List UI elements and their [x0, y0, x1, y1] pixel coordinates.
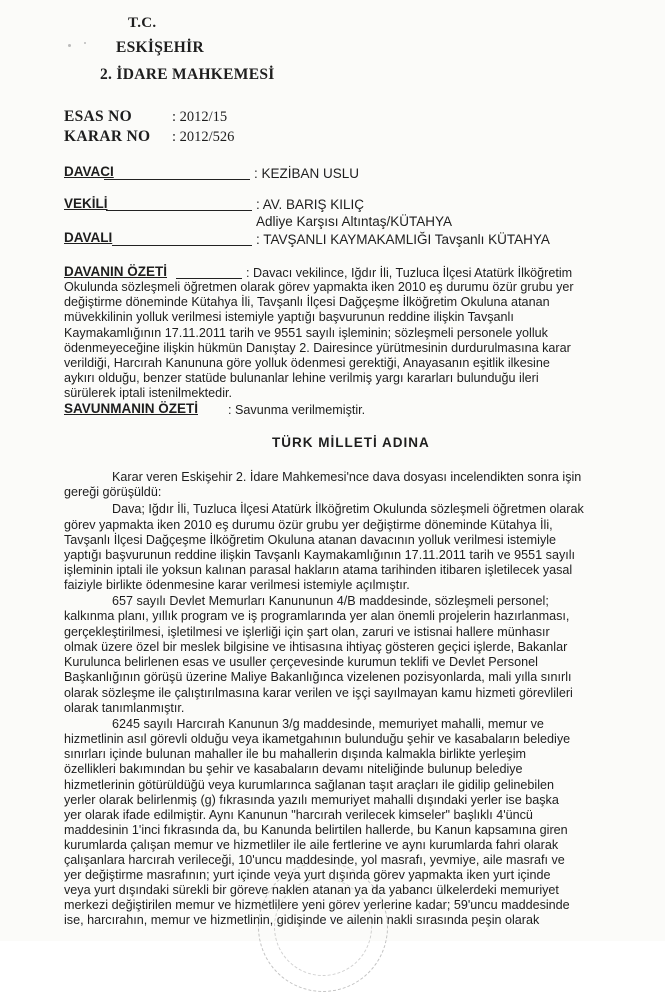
vekili-value: : AV. BARIŞ KILIÇ — [256, 197, 365, 212]
davanin-ozeti-rule — [176, 278, 242, 279]
karar-value: : 2012/526 — [172, 129, 235, 145]
court-seal-inner-ring — [274, 878, 372, 976]
davali-label: DAVALI — [64, 230, 113, 245]
body-line: yaptığı başvurunun reddine ilişkin Tavşanlı Kaymakamlığının 17.11.2011 tarih ve 9551 sayılı — [64, 548, 576, 562]
scan-speck — [84, 42, 86, 44]
body-line: olarak tanımlanmıştır. — [64, 701, 185, 715]
page-heading: TÜRK MİLLETİ ADINA — [272, 435, 430, 450]
ozet-line: müvekkilinin yolluk verilmesi istemiyle yaptığı başvurunun reddine ilişkin Tavşanlı — [64, 310, 514, 324]
body-line: yer olarak ifade edilmiştir. Aynı Kanunun "harcırah verilecek kimseler" başlıklı 4'üncü — [64, 808, 533, 822]
body-line: olmak üzere özel bir meslek bilgisine ve ihtisasına ihtiyaç gösteren geçici işlerde, Bakanlar — [64, 640, 568, 654]
ozet-line: Kaymakamlığının 17.11.2011 tarih ve 9551 sayılı işleminin; sözleşmeli personele yolluk — [64, 326, 548, 340]
vekili-label: VEKİLİ — [64, 196, 108, 211]
body-line: Tavşanlı İlçesi Dağçeşme İlköğretim Okuluna atanan davacının yolluk verilmesi istemiyle — [64, 533, 557, 547]
body-line: faiziyle birlikte ödenmesine karar verilmesi istemiyle açılmıştır. — [64, 578, 410, 592]
savunma-value: : Savunma verilmemiştir. — [228, 403, 366, 417]
court-name: 2. İDARE MAHKEMESİ — [100, 66, 275, 83]
body-line: görev yapmakta iken 2010 eş durumu özür grubu yer değiştirme döneminde Kütahya İli, — [64, 518, 553, 532]
body-line: gerçekleştirilmesi, işletilmesi ve işlerliği için şart olan, zaruri ve istisnai hallere münhasır — [64, 625, 550, 639]
body-line: merkezi değiştirilen memur ve hizmetlilere yeni görev yerlerine kadar; 59'uncu maddesinde — [64, 898, 570, 912]
ozet-line: ödenmeyeceğine ilişkin hükmün Danıştay 2. Dairesince yürütmesinin durdurulmasına karar — [64, 341, 571, 355]
esas-value: : 2012/15 — [172, 109, 228, 125]
body-line: veya yurt dışındaki sürekli bir göreve naklen atanan ya da yabancı ülkelerdeki memuriyet — [64, 883, 559, 897]
ozet-line: Okulunda sözleşmeli öğretmen olarak görev yapmakta iken 2010 eş durumu özür grubu yer — [64, 280, 574, 294]
body-line: çalışanlara harcırah verileceği, 10'uncu maddesinde, yol masrafı, yevmiye, aile masrafı ve — [64, 853, 565, 867]
body-line: kalkınma planı, yıllık program ve iş programlarında yer alan önemli projelerin hazırlanması, — [64, 609, 570, 623]
body-line: Karar veren Eskişehir 2. İdare Mahkemesi'nce dava dosyası incelendikten sonra işin — [112, 470, 582, 484]
vekili-address: Adliye Karşısı Altıntaş/KÜTAHYA — [256, 214, 453, 229]
ozet-line: aykırı olduğu, benzer statüde bulunanlar lehine verilmiş yargı kararları bulunduğu ileri — [64, 371, 539, 385]
davali-rule — [112, 245, 252, 246]
body-line: hizmetlinin asıl görevli olduğu veya ikametgahının bulunduğu şehir ve kasabaların belediye — [64, 732, 571, 746]
body-line: Başkanlığının görüşü üzerine Maliye Bakanlığınca vizelenen pozisyonlarda, mali yılla sınırlı — [64, 670, 572, 684]
court-city: ESKİŞEHİR — [116, 39, 204, 56]
davaci-value: : KEZİBAN USLU — [254, 166, 360, 181]
body-line: sınırları içinde bulunan mahaller ile bu mahallerin dışında kalmakla birlikte yerleşim — [64, 747, 526, 761]
vekili-rule — [106, 210, 252, 211]
body-line: olarak sözleşme ile çalıştırılmasına karar verilen ve işçi sayılmayan kamu hizmeti görevlileri — [64, 686, 573, 700]
body-line: kurumlarda çalışan memur ve hizmetliler ile aile fertlerine ve aynı kurumlarda fahri olarak — [64, 838, 559, 852]
body-line: Kurulunca belirlenen esas ve usuller çerçevesinde kurumun teklifi ve Devlet Personel — [64, 655, 538, 669]
body-line: 6245 sayılı Harcırah Kanunun 3/g maddesinde, memuriyet mahalli, memur ve — [112, 717, 544, 731]
body-line: hizmetlerinin götürüldüğü veya kurumlarınca sağlanan taşıt araçları ile gidilip gelinebilen — [64, 778, 555, 792]
body-line: ise, harcırahın, memur ve hizmetlinin, gidişinde ve ailenin nakli sırasında peşin olarak — [64, 913, 540, 927]
body-line: yerler olarak belirlenmiş (g) fıkrasında yazılı memuriyet mahalli dışındaki yerler ise başka — [64, 793, 559, 807]
davali-value: : TAVŞANLI KAYMAKAMLIĞI Tavşanlı KÜTAHYA — [256, 232, 550, 247]
ozet-line: : Davacı vekilince, Iğdır İli, Tuzluca İlçesi Atatürk İlköğretim — [246, 266, 573, 280]
body-line: 657 sayılı Devlet Memurları Kanununun 4/B maddesinde, sözleşmeli personel; — [112, 594, 549, 608]
body-line: yer değiştirme masrafının; yurt içinde veya yurt dışında görev yapmakta iken yurt içinde — [64, 868, 551, 882]
davaci-label: DAVACI — [64, 164, 114, 179]
body-line: Dava; Iğdır İli, Tuzluca İlçesi Atatürk İlköğretim Okulunda sözleşmeli öğretmen olarak — [112, 502, 584, 516]
karar-label: KARAR NO — [64, 128, 151, 145]
court-country: T.C. — [128, 15, 157, 31]
ozet-line: değiştirme döneminde Kütahya İli, Tavşanlı İlçesi Dağçeşme İlköğretim Okuluna atanan — [64, 295, 550, 309]
ozet-line: verildiği, Harcırah Kanununa göre yolluk ödenmesi gerektiği, Anayasanın eşitlik ilkesine — [64, 356, 550, 370]
davaci-rule — [104, 179, 250, 180]
body-line: işleminin iptali ile yoksun kalınan parasal hakların atama tarihinden itibaren işletilecek yasal — [64, 563, 573, 577]
scan-speck — [68, 44, 71, 47]
davanin-ozeti-label: DAVANIN ÖZETİ — [64, 264, 167, 279]
body-line: maddesinin 1'inci fıkrasında da, bu Kanunda belirtilen hallerde, bu Kanun kapsamına giren — [64, 823, 568, 837]
body-line: özellikleri bakımından bu şehir ve kasabaların devamı niteliğinde bulunup belediye — [64, 762, 523, 776]
savunma-label: SAVUNMANIN ÖZETİ — [64, 401, 198, 416]
ozet-line: sürülerek iptali istenilmektedir. — [64, 386, 232, 400]
esas-label: ESAS NO — [64, 108, 132, 125]
body-line: gereği görüşüldü: — [64, 485, 162, 499]
